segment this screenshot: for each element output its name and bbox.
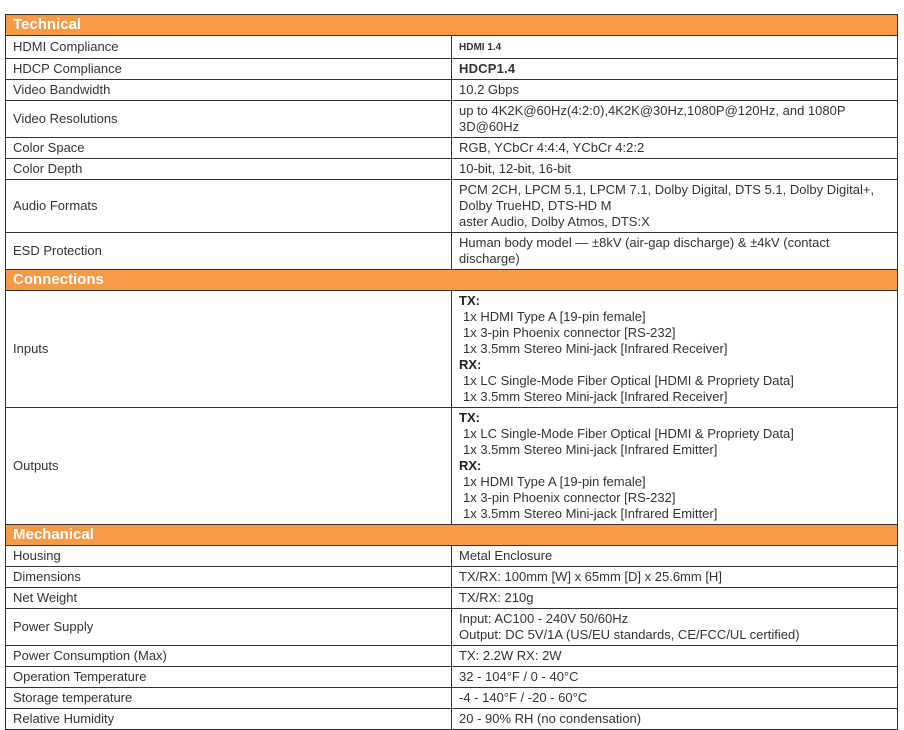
spec-value: -4 - 140°F / -20 - 60°C <box>452 688 898 709</box>
spec-row-esd-protection <box>6 233 898 270</box>
spec-row-outputs <box>6 408 898 525</box>
spec-value <box>452 408 898 525</box>
spec-row-power-supply <box>6 609 898 646</box>
spec-value: TX: 2.2W RX: 2W <box>452 646 898 667</box>
spec-label: Dimensions <box>6 567 452 588</box>
section-header-mechanical <box>6 525 898 546</box>
connector-item: 1x 3.5mm Stereo Mini-jack [Infrared Emitter] <box>463 506 718 521</box>
spec-row-housing <box>6 546 898 567</box>
spec-value: TX/RX: 210g <box>452 588 898 609</box>
spec-value: RGB, YCbCr 4:4:4, YCbCr 4:2:2 <box>452 138 898 159</box>
spec-label: Power Consumption (Max) <box>6 646 452 667</box>
spec-value <box>452 291 898 408</box>
tx-heading: TX: <box>459 293 480 308</box>
spec-value-line: Output: DC 5V/1A (US/EU standards, CE/FCC/UL certified) <box>459 627 800 642</box>
spec-label: Video Resolutions <box>6 101 452 138</box>
spec-label: Net Weight <box>6 588 452 609</box>
spec-value: Human body model — ±8kV (air-gap discharge) & ±4kV (contact discharge) <box>452 233 898 270</box>
spec-row-power-consumption <box>6 646 898 667</box>
rx-heading: RX: <box>459 458 482 473</box>
spec-row-inputs <box>6 291 898 408</box>
connector-item: 1x LC Single-Mode Fiber Optical [HDMI & Propriety Data] <box>463 373 794 388</box>
spec-label: Audio Formats <box>6 180 452 233</box>
spec-value: 10.2 Gbps <box>452 80 898 101</box>
connector-item: 1x 3.5mm Stereo Mini-jack [Infrared Receiver] <box>463 389 728 404</box>
spec-row-hdmi-compliance <box>6 36 898 59</box>
connector-item: 1x LC Single-Mode Fiber Optical [HDMI & Propriety Data] <box>463 426 794 441</box>
spec-row-audio-formats <box>6 180 898 233</box>
spec-row-video-resolutions <box>6 101 898 138</box>
section-title: Connections <box>6 270 898 291</box>
connector-item: 1x HDMI Type A [19-pin female] <box>463 309 646 324</box>
connector-item: 1x 3-pin Phoenix connector [RS-232] <box>463 490 676 505</box>
section-header-connections <box>6 270 898 291</box>
spec-label: HDCP Compliance <box>6 59 452 80</box>
spec-label: Color Depth <box>6 159 452 180</box>
spec-label: Video Bandwidth <box>6 80 452 101</box>
spec-value <box>452 180 898 233</box>
section-title: Mechanical <box>6 525 898 546</box>
spec-row-relative-humidity <box>6 709 898 730</box>
connector-item: 1x 3-pin Phoenix connector [RS-232] <box>463 325 676 340</box>
spec-row-storage-temperature <box>6 688 898 709</box>
connector-item: 1x HDMI Type A [19-pin female] <box>463 474 646 489</box>
spec-value-line: Input: AC100 - 240V 50/60Hz <box>459 611 629 626</box>
spec-table <box>5 14 898 730</box>
spec-value: Metal Enclosure <box>452 546 898 567</box>
spec-row-operation-temperature <box>6 667 898 688</box>
spec-sheet <box>5 14 898 730</box>
spec-row-video-bandwidth <box>6 80 898 101</box>
connector-item: 1x 3.5mm Stereo Mini-jack [Infrared Emitter] <box>463 442 718 457</box>
spec-value-text: HDMI 1.4 <box>459 42 502 53</box>
spec-label: Relative Humidity <box>6 709 452 730</box>
spec-label: Storage temperature <box>6 688 452 709</box>
spec-value <box>452 609 898 646</box>
spec-value-line: aster Audio, Dolby Atmos, DTS:X <box>459 214 650 229</box>
spec-value: 20 - 90% RH (no condensation) <box>452 709 898 730</box>
spec-label: Housing <box>6 546 452 567</box>
tx-heading: TX: <box>459 410 480 425</box>
spec-value: up to 4K2K@60Hz(4:2:0),4K2K@30Hz,1080P@120Hz, and 1080P 3D@60Hz <box>452 101 898 138</box>
connector-item: 1x 3.5mm Stereo Mini-jack [Infrared Receiver] <box>463 341 728 356</box>
spec-row-net-weight <box>6 588 898 609</box>
spec-value <box>452 36 898 59</box>
spec-value: 10-bit, 12-bit, 16-bit <box>452 159 898 180</box>
spec-label: Color Space <box>6 138 452 159</box>
spec-label: Inputs <box>6 291 452 408</box>
spec-label: Operation Temperature <box>6 667 452 688</box>
spec-value-line: PCM 2CH, LPCM 5.1, LPCM 7.1, Dolby Digital, DTS 5.1, Dolby Digital+, Dolby TrueHD, DTS-HD M <box>459 182 875 213</box>
spec-row-dimensions <box>6 567 898 588</box>
spec-row-hdcp-compliance <box>6 59 898 80</box>
spec-label: Outputs <box>6 408 452 525</box>
spec-row-color-space <box>6 138 898 159</box>
rx-heading: RX: <box>459 357 482 372</box>
spec-value <box>452 59 898 80</box>
spec-value: TX/RX: 100mm [W] x 65mm [D] x 25.6mm [H] <box>452 567 898 588</box>
section-title: Technical <box>6 15 898 36</box>
spec-value-text: HDCP1.4 <box>459 61 516 76</box>
spec-label: HDMI Compliance <box>6 36 452 59</box>
spec-row-color-depth <box>6 159 898 180</box>
spec-label: ESD Protection <box>6 233 452 270</box>
spec-value: 32 - 104°F / 0 - 40°C <box>452 667 898 688</box>
section-header-technical <box>6 15 898 36</box>
spec-label: Power Supply <box>6 609 452 646</box>
